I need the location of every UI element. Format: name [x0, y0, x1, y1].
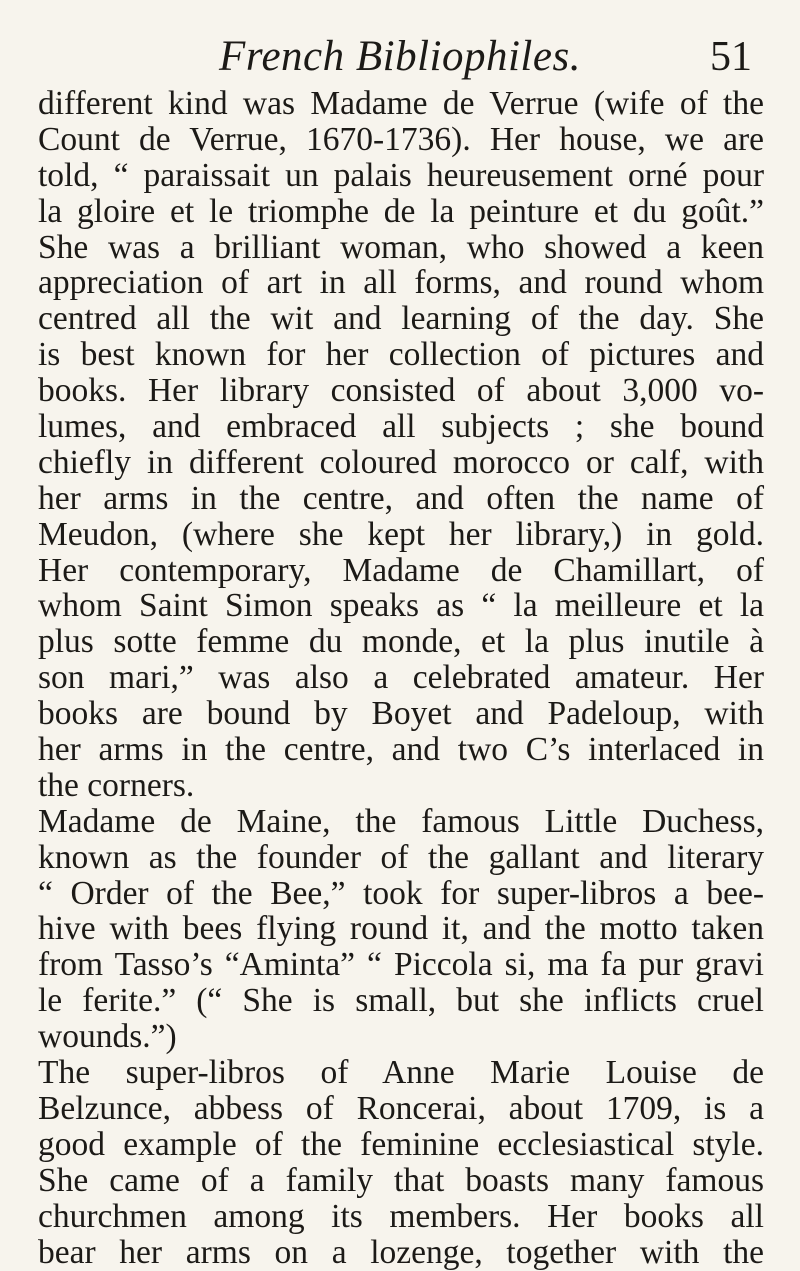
text-line: her arms in the centre, and two C’s interlaced in	[38, 731, 764, 769]
text-line: chiefly in different coloured morocco or calf, with	[38, 443, 764, 481]
text-line: plus sotte femme du monde, et la plus inutile à	[38, 623, 764, 661]
text-line: told, “ paraissait un palais heureusement orné pour	[38, 156, 764, 194]
text-line: from Tasso’s “Aminta” “ Piccola si, ma fa pur gravi	[38, 946, 764, 984]
text-line: Meudon, (where she kept her library,) in gold.	[38, 515, 764, 553]
text-line: Madame de Maine, the famous Little Duchess,	[38, 802, 764, 840]
header-title: French Bibliophiles.	[219, 33, 581, 80]
running-head	[40, 32, 760, 82]
text-line: whom Saint Simon speaks as “ la meilleure et la	[38, 587, 764, 625]
text-line: churchmen among its members. Her books all	[38, 1197, 764, 1235]
page-number: 51	[710, 34, 752, 80]
text-line: bear her arms on a lozenge, together with the	[38, 1233, 764, 1271]
text-line: Count de Verrue, 1670-1736). Her house, we are	[38, 120, 764, 158]
text-line: le ferite.” (“ She is small, but she inflicts cruel	[38, 982, 764, 1020]
text-line: The super-libros of Anne Marie Louise de	[38, 1054, 764, 1092]
text-line: She was a brilliant woman, who showed a keen	[38, 228, 764, 266]
text-line: Belzunce, abbess of Roncerai, about 1709, is a	[38, 1089, 764, 1127]
text-line: centred all the wit and learning of the day. She	[38, 300, 764, 338]
text-line: different kind was Madame de Verrue (wife of the	[38, 85, 764, 122]
text-line: lumes, and embraced all subjects ; she bound	[38, 408, 764, 446]
text-line: the corners.	[38, 766, 195, 804]
text-line: She came of a family that boasts many famous	[38, 1161, 764, 1199]
text-line: books. Her library consisted of about 3,000 vo-	[38, 372, 764, 410]
text-line: good example of the feminine ecclesiastical style.	[38, 1125, 764, 1163]
text-line: known as the founder of the gallant and literary	[38, 838, 764, 876]
text-line: is best known for her collection of pictures and	[38, 336, 764, 374]
text-line: Her contemporary, Madame de Chamillart, of	[38, 551, 764, 589]
text-line: her arms in the centre, and often the name of	[38, 479, 764, 517]
text-line: la gloire et le triomphe de la peinture et du goût.”	[38, 192, 764, 230]
text-line: hive with bees flying round it, and the motto taken	[38, 910, 764, 948]
text-line: wounds.”)	[38, 1018, 177, 1056]
text-line: son mari,” was also a celebrated amateur. Her	[38, 659, 764, 697]
text-line: “ Order of the Bee,” took for super-libros a bee-	[38, 874, 764, 912]
text-line: books are bound by Boyet and Padeloup, with	[38, 695, 764, 733]
body-text	[38, 86, 764, 1270]
text-line: appreciation of art in all forms, and round whom	[38, 264, 764, 302]
